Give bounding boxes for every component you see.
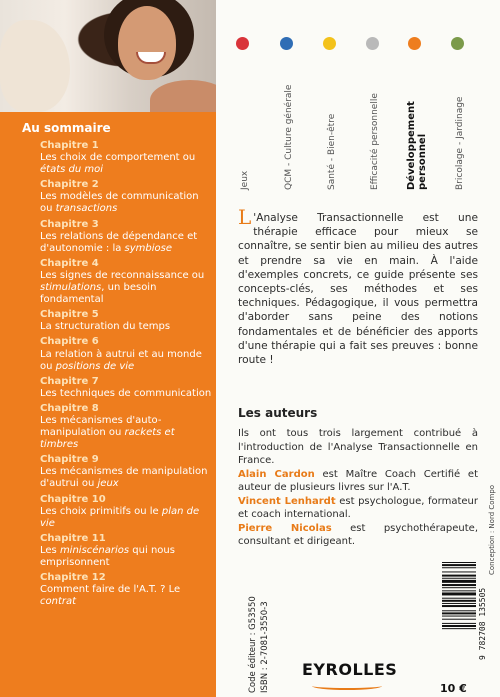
- publisher-codes: [246, 583, 274, 693]
- author-name: Pierre Nicolas: [238, 522, 332, 534]
- category-label: Jeux: [240, 170, 250, 190]
- chapter-title: Chapitre 5: [40, 309, 99, 321]
- chapter-item: [40, 533, 212, 569]
- chapter-text: La structuration du temps: [40, 321, 171, 333]
- chapter-text: Les signes de reconnaissance ou stimulations, un besoin fondamental: [40, 269, 205, 306]
- drop-cap: L: [238, 205, 252, 229]
- chapter-item: [40, 336, 212, 372]
- category-label: Santé - Bien-être: [327, 113, 337, 190]
- author-name: Vincent Lenhardt: [238, 495, 336, 507]
- author-entry: Pierre Nicolas est psychothérapeute, consultant et dirigeant.: [238, 522, 478, 547]
- chapter-title: Chapitre 4: [40, 257, 99, 269]
- chapter-title: Chapitre 7: [40, 375, 99, 387]
- publisher-logo: EYROLLES: [302, 660, 398, 679]
- author-entry: Vincent Lenhardt est psychologue, formateur et coach international.: [238, 495, 478, 520]
- chapter-text: Les miniscénarios qui nous emprisonnent: [40, 544, 175, 568]
- chapter-title: Chapitre 8: [40, 402, 99, 414]
- cover-photo: [0, 0, 216, 112]
- chapter-item: [40, 258, 212, 306]
- chapter-title: Chapitre 9: [40, 454, 99, 466]
- chapter-title: Chapitre 12: [40, 572, 106, 584]
- chapter-item: [40, 376, 212, 400]
- chapter-text: Les modèles de communication ou transactions: [40, 191, 199, 215]
- author-entry: Alain Cardon est Maître Coach Certifié et auteur de plusieurs livres sur l'A.T.: [238, 468, 479, 493]
- shoulder-shape: [150, 80, 216, 112]
- chapter-item: [40, 572, 212, 608]
- chapter-text: Les choix primitifs ou le plan de vie: [40, 505, 200, 529]
- category-dot: [366, 37, 379, 50]
- authors-heading: Les auteurs: [238, 406, 318, 420]
- face-shape: [118, 6, 176, 80]
- category-label: QCM - Culture générale: [284, 84, 294, 190]
- design-credit-text: Conception : Nord Compo: [488, 484, 496, 575]
- chapter-title: Chapitre 11: [40, 532, 106, 544]
- barcode-digits-text: 9 782708 135505: [478, 587, 487, 660]
- editor-code: Code éditeur : G53550: [248, 596, 258, 693]
- author-name: Alain Cardon: [238, 468, 315, 480]
- chapter-text: Les relations de dépendance et d'autonomie : la symbiose: [40, 230, 198, 254]
- chapter-text: Comment faire de l'A.T. ? Le contrat: [40, 584, 181, 608]
- category-dot: [408, 37, 421, 50]
- chapter-item: [40, 454, 212, 490]
- category-dot: [451, 37, 464, 50]
- chapter-title: Chapitre 3: [40, 218, 99, 230]
- barcode-digits: [478, 560, 488, 660]
- category-dot: [323, 37, 336, 50]
- intro-text: 'Analyse Transactionnelle est une thérapie efficace pour mieux se connaître, se sentir bien au milieu des autres et prendre sa vie en main. À l'aide d'exemples concrets, ce guide présente ses concepts-clés, ses méthodes et ses techniques. Pédagogique, il vous permettra d'aborder sans peine des notions fondamentales et de bénéficier des apports d'une thérapie qui a fait ses preuves : bonne route !: [238, 212, 478, 367]
- chapter-item: [40, 309, 212, 333]
- chapter-text: La relation à autrui et au monde ou positions de vie: [40, 348, 202, 372]
- baby-figure: [0, 20, 70, 112]
- authors-intro: Ils ont tous trois largement contribué à l'introduction de l'Analyse Transactionnelle en France.: [238, 428, 478, 466]
- chapter-text: Les techniques de communication: [40, 387, 212, 399]
- chapter-title: Chapitre 1: [40, 140, 99, 151]
- chapter-item: [40, 179, 212, 215]
- chapter-text: Les choix de comportement ou états du moi: [40, 152, 196, 176]
- barcode-block: [442, 560, 490, 682]
- isbn-code: ISBN : 2-7081-3550-3: [260, 601, 270, 693]
- sommaire-title: Au sommaire: [22, 121, 111, 135]
- chapter-title: Chapitre 2: [40, 179, 99, 191]
- chapter-item: [40, 219, 212, 255]
- chapter-text: Les mécanismes d'auto-manipulation ou rackets et timbres: [40, 414, 175, 451]
- chapter-text: Les mécanismes de manipulation d'autrui ou jeux: [40, 466, 208, 490]
- chapter-title: Chapitre 10: [40, 493, 106, 505]
- category-label: Développement personnel: [406, 101, 428, 190]
- chapter-item: [40, 494, 212, 530]
- category-label: Efficacité personnelle: [370, 93, 380, 190]
- chapter-item: [40, 403, 212, 451]
- category-dot: [280, 37, 293, 50]
- barcode: [442, 560, 476, 660]
- category-label: Bricolage - Jardinage: [455, 96, 465, 190]
- price: 10 €: [440, 682, 467, 695]
- logo-swoosh: [312, 682, 382, 688]
- authors-section: [238, 427, 478, 549]
- category-dot: [236, 37, 249, 50]
- design-credit: [486, 455, 496, 575]
- chapter-title: Chapitre 6: [40, 336, 99, 348]
- intro-paragraph: [238, 205, 478, 367]
- chapter-list: [40, 140, 212, 611]
- chapter-item: [40, 140, 212, 176]
